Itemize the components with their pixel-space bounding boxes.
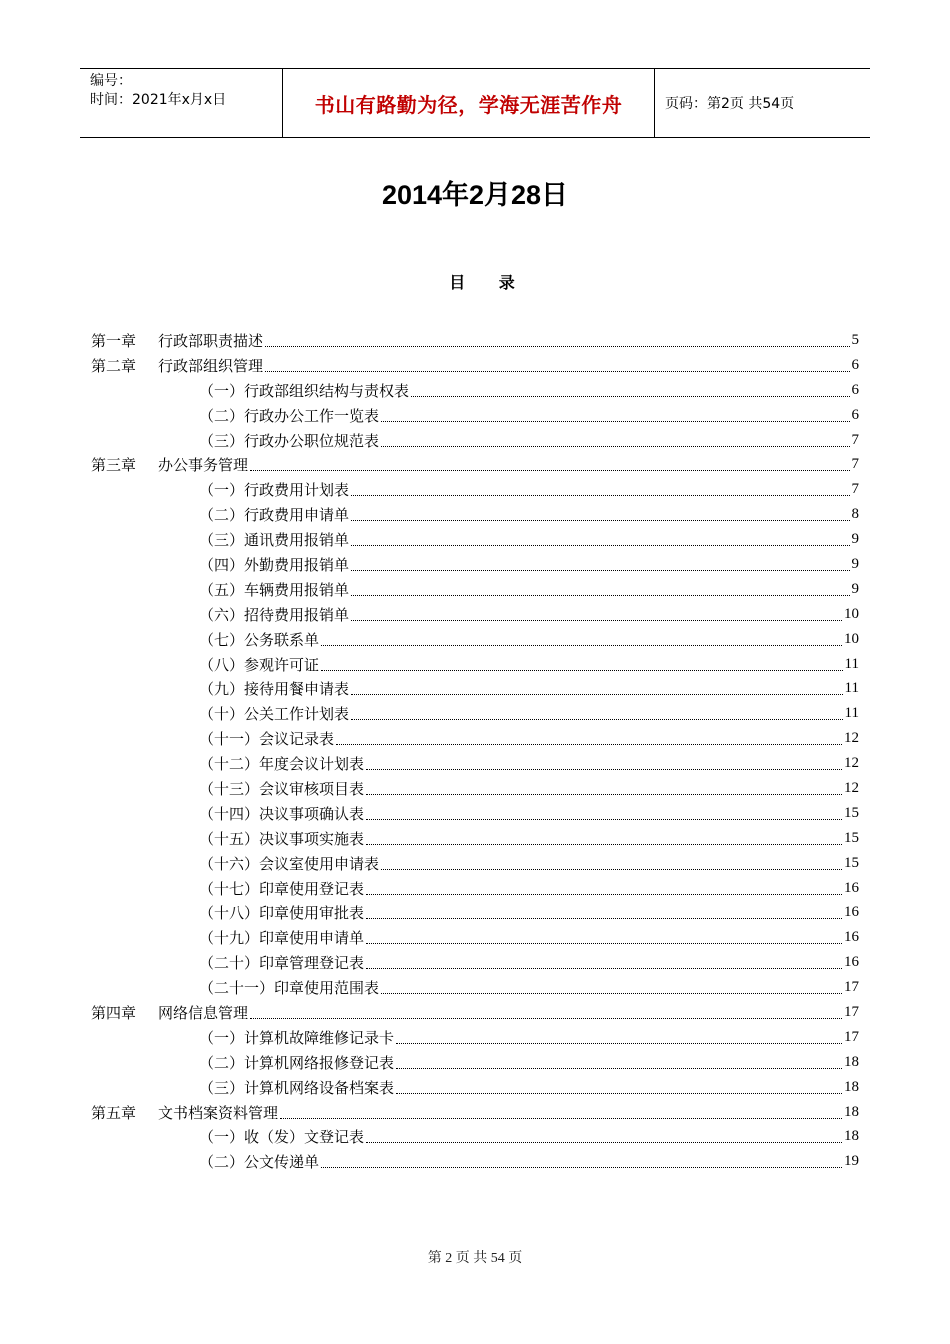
document-header [80, 68, 870, 138]
toc-dot-leader [321, 629, 842, 646]
toc-dot-leader [250, 1002, 842, 1019]
toc-entry-label [199, 1027, 394, 1048]
toc-entry-text: （十六）会议室使用申请表 [199, 854, 380, 873]
toc-page-number: 15 [844, 829, 859, 846]
toc-dot-leader [351, 604, 842, 621]
toc-section-entry[interactable] [91, 502, 859, 527]
toc-entry-text: （二）行政费用申请单 [199, 506, 350, 525]
toc-page-number: 10 [844, 605, 859, 622]
toc-page-number: 16 [844, 904, 859, 921]
toc-entry-text: （四）外勤费用报销单 [199, 555, 350, 574]
toc-section-entry[interactable] [91, 925, 859, 950]
toc-entry-label [199, 479, 349, 500]
toc-entry-text: 文书档案资料管理 [158, 1103, 279, 1122]
toc-dot-leader [351, 504, 849, 521]
toc-entry-text: （十一）会议记录表 [199, 730, 335, 749]
time-label: 时间：2021年x月x日 [90, 92, 227, 108]
toc-dot-leader [396, 1052, 842, 1069]
toc-section-entry[interactable] [91, 751, 859, 776]
toc-chapter-entry[interactable] [91, 328, 859, 353]
toc-page-number: 16 [844, 954, 859, 971]
toc-entry-label [199, 902, 364, 923]
toc-entry-label [199, 1052, 394, 1073]
toc-entry-label [199, 753, 364, 774]
toc-entry-label [199, 728, 334, 749]
toc-entry-label [199, 952, 364, 973]
toc-dot-leader [366, 927, 842, 944]
toc-section-entry[interactable] [91, 776, 859, 801]
toc-page-number: 9 [851, 580, 859, 597]
toc-entry-label [199, 604, 349, 625]
toc-section-entry[interactable] [91, 552, 859, 577]
toc-chapter-number: 第五章 [91, 1103, 137, 1122]
toc-dot-leader [366, 828, 842, 845]
toc-page-number: 18 [844, 1103, 859, 1120]
toc-entry-text: （一）收（发）文登记表 [199, 1128, 365, 1147]
toc-entry-label [199, 529, 349, 550]
toc-dot-leader [321, 654, 843, 671]
toc-entry-text: （一）行政费用计划表 [199, 481, 350, 500]
toc-dot-leader [381, 430, 849, 447]
table-of-contents [91, 328, 859, 1174]
toc-section-entry[interactable] [91, 851, 859, 876]
header-motto: 书山有路勤为径，学海无涯苦作舟 [282, 69, 655, 137]
toc-dot-leader [366, 803, 842, 820]
toc-chapter-number: 第四章 [91, 1003, 137, 1022]
toc-page-number: 15 [844, 804, 859, 821]
toc-entry-text: （十七）印章使用登记表 [199, 879, 365, 898]
toc-dot-leader [411, 380, 849, 397]
toc-page-number: 11 [844, 655, 859, 672]
toc-page-number: 11 [844, 680, 859, 697]
toc-page-number: 7 [851, 431, 859, 448]
toc-page-number: 9 [851, 555, 859, 572]
toc-entry-label [91, 454, 248, 475]
toc-section-entry[interactable] [91, 428, 859, 453]
toc-entry-text: （二十一）印章使用范围表 [199, 979, 380, 998]
toc-entry-text: （十二）年度会议计划表 [199, 755, 365, 774]
toc-dot-leader [351, 678, 843, 695]
toc-chapter-entry[interactable] [91, 353, 859, 378]
toc-entry-label [199, 853, 379, 874]
page-footer: 第 2 页 共 54 页 [427, 1251, 523, 1266]
toc-page-number: 8 [851, 506, 859, 523]
toc-dot-leader [366, 878, 842, 895]
toc-section-entry[interactable] [91, 826, 859, 851]
toc-entry-label [199, 803, 364, 824]
toc-dot-leader [321, 1151, 842, 1168]
toc-entry-text: （五）车辆费用报销单 [199, 580, 350, 599]
toc-entry-label [199, 380, 409, 401]
toc-entry-label [199, 927, 364, 948]
toc-page-number: 15 [844, 854, 859, 871]
toc-page-number: 16 [844, 929, 859, 946]
toc-section-entry[interactable] [91, 652, 859, 677]
toc-chapter-number: 第一章 [91, 331, 137, 350]
toc-page-number: 11 [844, 705, 859, 722]
toc-entry-label [199, 554, 349, 575]
toc-entry-text: （七）公务联系单 [199, 630, 320, 649]
header-page-info: 页码：第2页 共54页 [665, 96, 795, 112]
toc-page-number: 18 [844, 1128, 859, 1145]
number-label: 编号： [90, 73, 132, 89]
toc-entry-label [199, 977, 379, 998]
toc-entry-label [91, 355, 263, 376]
toc-entry-text: （三）行政办公职位规范表 [199, 431, 380, 450]
toc-entry-text: （十）公关工作计划表 [199, 705, 350, 724]
toc-entry-text: （六）招待费用报销单 [199, 605, 350, 624]
toc-page-number: 16 [844, 879, 859, 896]
toc-section-entry[interactable] [91, 975, 859, 1000]
toc-section-entry[interactable] [91, 676, 859, 701]
toc-dot-leader [351, 529, 849, 546]
toc-entry-label [91, 330, 263, 351]
toc-entry-text: （二）公文传递单 [199, 1153, 320, 1172]
toc-title: 目 录 [449, 273, 529, 292]
toc-entry-label [199, 1151, 319, 1172]
toc-section-entry[interactable] [91, 1025, 859, 1050]
toc-chapter-entry[interactable] [91, 1000, 859, 1025]
toc-dot-leader [366, 902, 842, 919]
toc-page-number: 17 [844, 1003, 859, 1020]
toc-dot-leader [366, 1126, 842, 1143]
toc-dot-leader [381, 977, 842, 994]
toc-entry-label [199, 405, 379, 426]
toc-dot-leader [396, 1077, 842, 1094]
toc-entry-label [199, 828, 364, 849]
toc-page-number: 19 [844, 1153, 859, 1170]
toc-section-entry[interactable] [91, 627, 859, 652]
toc-page-number: 17 [844, 1028, 859, 1045]
toc-dot-leader [265, 330, 849, 347]
toc-section-entry[interactable] [91, 900, 859, 925]
toc-entry-label [199, 654, 319, 675]
toc-dot-leader [265, 355, 849, 372]
toc-entry-text: 网络信息管理 [158, 1003, 249, 1022]
toc-chapter-entry[interactable] [91, 1100, 859, 1125]
toc-page-number: 10 [844, 630, 859, 647]
toc-section-entry[interactable] [91, 1050, 859, 1075]
toc-dot-leader [351, 579, 849, 596]
toc-entry-text: （二）行政办公工作一览表 [199, 406, 380, 425]
toc-entry-text: （十八）印章使用审批表 [199, 904, 365, 923]
toc-entry-text: （一）行政部组织结构与责权表 [199, 381, 410, 400]
toc-page-number: 12 [844, 730, 859, 747]
toc-dot-leader [381, 405, 849, 422]
toc-section-entry[interactable] [91, 1125, 859, 1150]
toc-dot-leader [366, 753, 842, 770]
toc-dot-leader [351, 479, 849, 496]
toc-entry-text: （十四）决议事项确认表 [199, 804, 365, 823]
toc-entry-label [199, 878, 364, 899]
toc-entry-text: （十五）决议事项实施表 [199, 829, 365, 848]
toc-page-number: 6 [851, 381, 859, 398]
toc-entry-label [199, 678, 349, 699]
toc-page-number: 17 [844, 979, 859, 996]
toc-entry-label [199, 778, 364, 799]
toc-page-number: 18 [844, 1053, 859, 1070]
toc-section-entry[interactable] [91, 477, 859, 502]
toc-dot-leader [366, 778, 842, 795]
toc-dot-leader [336, 728, 842, 745]
toc-section-entry[interactable] [91, 950, 859, 975]
toc-page-number: 7 [851, 456, 859, 473]
toc-section-entry[interactable] [91, 1149, 859, 1174]
toc-dot-leader [351, 554, 849, 571]
toc-entry-label [199, 579, 349, 600]
toc-entry-label [199, 703, 349, 724]
toc-dot-leader [250, 454, 849, 471]
toc-chapter-number: 第三章 [91, 456, 137, 475]
toc-chapter-number: 第二章 [91, 356, 137, 375]
toc-page-number: 5 [851, 331, 859, 348]
toc-dot-leader [396, 1027, 842, 1044]
date-title: 2014年2月28日 [381, 180, 569, 210]
toc-entry-text: （三）通讯费用报销单 [199, 531, 350, 550]
toc-page-number: 6 [851, 356, 859, 373]
toc-entry-text: （十九）印章使用申请单 [199, 929, 365, 948]
toc-dot-leader [381, 853, 842, 870]
toc-entry-label [91, 1102, 278, 1123]
toc-section-entry[interactable] [91, 1075, 859, 1100]
toc-entry-text: 行政部组织管理 [158, 356, 264, 375]
toc-entry-text: （一）计算机故障维修记录卡 [199, 1028, 395, 1047]
toc-section-entry[interactable] [91, 577, 859, 602]
toc-entry-text: 行政部职责描述 [158, 331, 264, 350]
toc-dot-leader [351, 703, 843, 720]
toc-dot-leader [280, 1102, 842, 1119]
toc-page-number: 18 [844, 1078, 859, 1095]
toc-section-entry[interactable] [91, 801, 859, 826]
toc-entry-text: （十三）会议审核项目表 [199, 779, 365, 798]
toc-section-entry[interactable] [91, 701, 859, 726]
toc-chapter-entry[interactable] [91, 452, 859, 477]
toc-section-entry[interactable] [91, 403, 859, 428]
toc-section-entry[interactable] [91, 726, 859, 751]
toc-section-entry[interactable] [91, 876, 859, 901]
toc-section-entry[interactable] [91, 378, 859, 403]
toc-section-entry[interactable] [91, 527, 859, 552]
header-meta [80, 69, 282, 137]
toc-entry-label [199, 629, 319, 650]
toc-page-number: 6 [851, 406, 859, 423]
toc-page-number: 12 [844, 755, 859, 772]
toc-entry-label [91, 1002, 248, 1023]
toc-section-entry[interactable] [91, 602, 859, 627]
toc-entry-text: （二）计算机网络报修登记表 [199, 1053, 395, 1072]
toc-entry-text: （二十）印章管理登记表 [199, 954, 365, 973]
toc-entry-label [199, 504, 349, 525]
toc-page-number: 9 [851, 531, 859, 548]
toc-entry-text: （三）计算机网络设备档案表 [199, 1078, 395, 1097]
toc-entry-text: 办公事务管理 [158, 456, 249, 475]
toc-entry-label [199, 1077, 394, 1098]
toc-page-number: 12 [844, 779, 859, 796]
toc-page-number: 7 [851, 481, 859, 498]
toc-entry-text: （八）参观许可证 [199, 655, 320, 674]
toc-dot-leader [366, 952, 842, 969]
toc-entry-label [199, 1126, 364, 1147]
toc-entry-label [199, 430, 379, 451]
toc-entry-text: （九）接待用餐申请表 [199, 680, 350, 699]
